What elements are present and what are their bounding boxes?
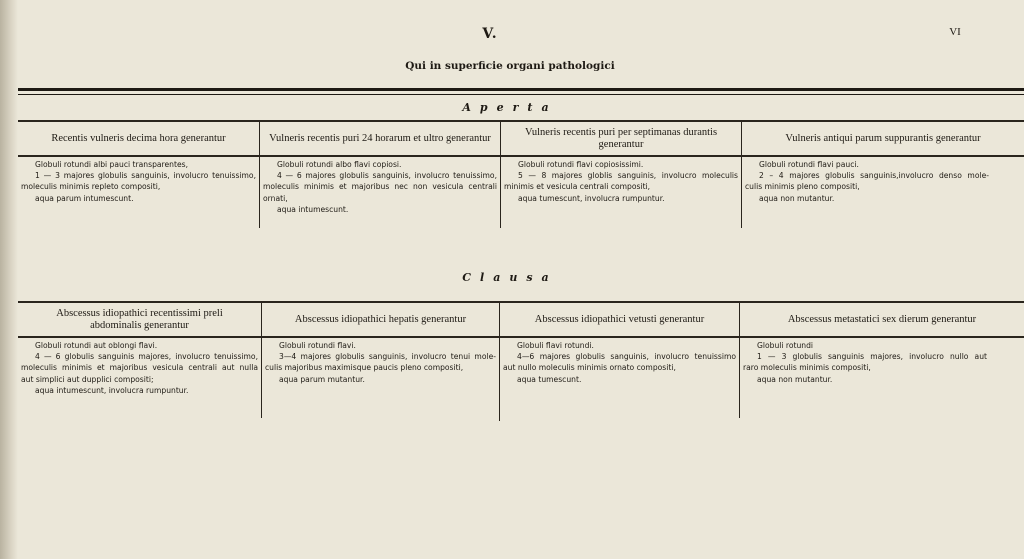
text-line: 4 — 6 globulis sanguinis majores, involucro tenuissimo, [35,352,258,362]
title-rule-thick [18,88,1024,91]
text-line: aqua parum mutantur. [279,374,365,384]
text-line: aqua parum intumescunt. [35,193,134,203]
header-bottom-rule [18,155,1024,157]
text-line: culis minimis pleno compositi, [745,182,860,192]
text-line: moleculis minimis repleto compositi, [21,182,161,192]
text-line: aut simplici aut dupplici compositi; [21,374,154,384]
text-line: Globuli rotundi [757,341,814,350]
text-line: 4—6 majores globulis sanguinis, involucro tenuissimo [517,352,736,362]
text-line: 3—4 majores globulis sanguinis, involucro tenui mole- [279,352,496,362]
column-header: Abscessus idiopathici hepatis generantur [294,313,467,325]
title-rule-thin [18,94,1024,95]
text-line: 4 — 6 majores globulis sanguinis, involucro tenuissimo, [277,171,497,181]
text-line: aqua tumescunt. [517,374,582,384]
text-line: aqua intumescunt. [277,204,349,214]
column-body [18,340,261,396]
text-line: aqua intumescunt, involucra rumpuntur. [35,385,189,395]
column-header: Recentis vulneris decima hora generantur [51,132,226,144]
text-line: 5 — 8 majores globlis sanguinis, involucro moleculis [518,171,738,181]
text-line: 1 — 3 globulis sanguinis majores, involucro nullo aut [757,352,987,362]
text-line: 1 — 3 majores globulis sanguinis, involucro tenuissimo, [35,171,256,181]
plate-title: Qui in superficie organi pathologici [405,60,615,72]
text-line: aqua tumescunt, involucra rumpuntur. [518,193,665,203]
text-line: ornati, [263,193,288,203]
text-line: Globuli rotundi albi pauci transparentes, [35,160,189,169]
text-line: culis majoribus maximisque paucis pleno compositi, [265,363,464,373]
text-line: minimis et vesicula centrali compositi, [504,182,651,192]
column-body [501,159,741,204]
column-body [260,159,500,215]
text-line: 2 – 4 majores globulis sanguinis,involucro denso mole- [759,171,989,181]
text-line: aut nullo moleculis minimis ornato compositi, [503,363,676,373]
binding-shadow [0,0,18,559]
section-label-aperta: Aperta [462,101,558,114]
column-body [740,340,990,385]
header-bottom-rule [18,336,1024,338]
column-body [262,340,499,385]
text-line: Globuli rotundi flavi. [279,341,356,350]
text-line: moleculis minimis et majoribus vesicula centrali aut nulla [21,363,258,373]
text-line: Globuli flavi rotundi. [517,341,594,350]
text-line: aqua non mutantur. [757,374,833,384]
column-body [742,159,992,204]
text-line: Globuli rotundi flavi copiosissimi. [518,160,644,169]
text-line: Globuli rotundi aut oblongi flavi. [35,341,158,350]
column-header: Abscessus idiopathici recentissimi preli abdominalis generantur [56,307,223,331]
column-body [500,340,739,385]
text-line: Globuli rotundi flavi pauci. [759,160,859,169]
column-header: Abscessus metastatici sex dierum generantur [787,313,977,325]
text-line: raro moleculis minimis compositi, [743,363,871,373]
text-line: aqua non mutantur. [759,193,835,203]
text-line: moleculis minimis et majoribus nec non vesicula centrali [263,182,497,192]
column-body [18,159,259,204]
text-line: Globuli rotundi albo flavi copiosi. [277,160,402,169]
column-header: Vulneris recentis puri per septimanas durantis generantur [524,126,718,150]
column-header: Vulneris antiqui parum suppurantis generantur [785,132,981,144]
column-header: Vulneris recentis puri 24 horarum et ultro generantur [269,132,491,144]
page-number: VI [949,26,961,38]
column-header: Abscessus idiopathici vetusti generantur [534,313,705,325]
section-label-clausa: Clausa [462,271,558,284]
plate-number: V. [482,26,498,42]
